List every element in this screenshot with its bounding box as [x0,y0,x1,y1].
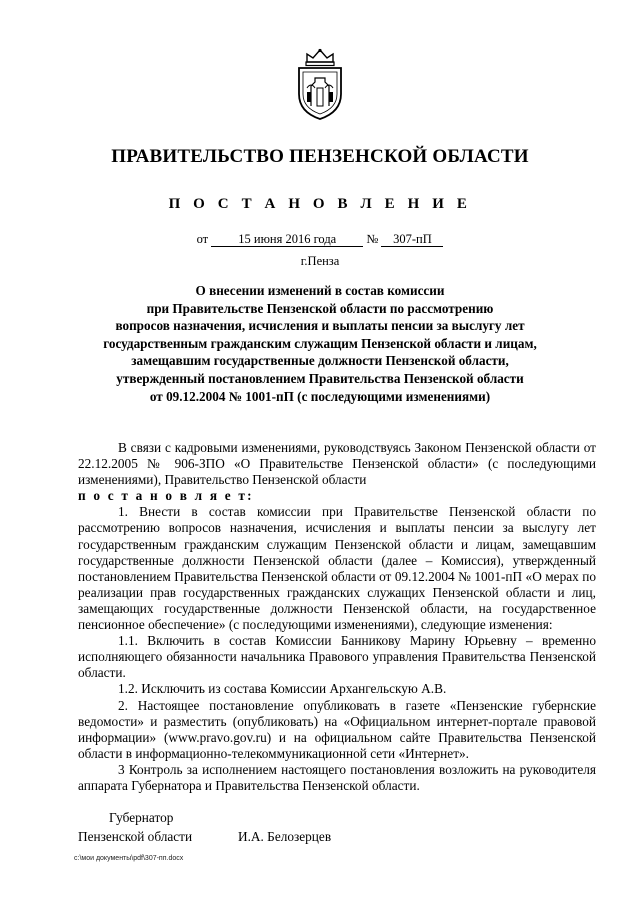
document-date: 15 июня 2016 года [211,233,363,247]
paragraph-2: 2. Настоящее постановление опубликовать в газете «Пензенские губернские ведомости» и разместить (опубликовать) на «Официальном интернет-портале правовой информации» (www.pravo.gov.ru) и на официальном сайте Правительства Пензенской области в информационно-телекоммуникационной сети «Интернет». [78,697,596,761]
document-body [78,440,596,794]
number-prefix: № [366,232,379,246]
file-path-footer: c:\мои документы\pdf\307-пп.docx [74,855,184,862]
signatory-title-line1: Губернатор [109,810,174,825]
subject-line: государственным гражданским служащим Пензенской области и лицам, [103,335,537,351]
decree-word: п о с т а н о в л я е т: [78,488,254,504]
document-type: П О С Т А Н О В Л Е Н И Е [168,196,472,212]
paragraph-1-2: 1.2. Исключить из состава Комиссии Архангельскую А.В. [118,681,447,697]
document-number: 307-пП [381,233,443,247]
date-prefix: от [196,232,209,246]
subject-line: вопросов назначения, исчисления и выплаты пенсии за выслугу лет [115,318,525,334]
subject-line: О внесении изменений в состав комиссии [195,283,445,298]
paragraph-3: 3 Контроль за исполнением настоящего постановления возложить на руководителя аппарата Губернатора и Правительства Пензенской области. [78,761,596,793]
subject-line: от 09.12.2004 № 1001-пП (с последующими изменениями) [149,388,491,404]
paragraph-1: 1. Внести в состав комиссии при Правительстве Пензенской области по рассмотрению вопросов назначения, исчисления и выплаты пенсии за выслугу лет государственным гражданским служащим Пензенской области и лицам, замещавшим государственные должности Пензенской области (далее – Комиссия), утвержденный постановлением Правительства Пензенской области от 09.12.2004 № 1001-пП «О мерах по реализации прав государственных гражданских служащих Пензенской области и лиц, замещающих государственные должности Пензенской области, на государственное пенсионное обеспечение» (с последующими изменениями), следующие изменения: [78,504,596,633]
signatory-name: И.А. Белозерцев [238,829,332,844]
signatory-title-line2: Пензенской области [78,829,193,844]
document-subject [60,282,580,405]
preamble-paragraph: В связи с кадровыми изменениями, руководствуясь Законом Пензенской области от 22.12.2005 № 906-ЗПО «О Правительстве Пензенской области» (с последующими изменениями), Правительство Пензенской области [78,440,596,488]
subject-line: замещавшим государственные должности Пензенской области, [131,353,509,369]
coat-of-arms-icon [293,48,347,122]
subject-line: утвержденный постановлением Правительства Пензенской области [116,370,524,386]
organization-title: ПРАВИТЕЛЬСТВО ПЕНЗЕНСКОЙ ОБЛАСТИ [111,146,529,167]
date-number-line [0,232,640,247]
document-city: г.Пенза [300,254,340,268]
paragraph-1-1: 1.1. Включить в состав Комиссии Банникову Марину Юрьевну – временно исполняющего обязанности начальника Правового управления Правительства Пензенской области. [78,633,596,681]
subject-line: при Правительстве Пензенской области по рассмотрению [146,300,494,316]
